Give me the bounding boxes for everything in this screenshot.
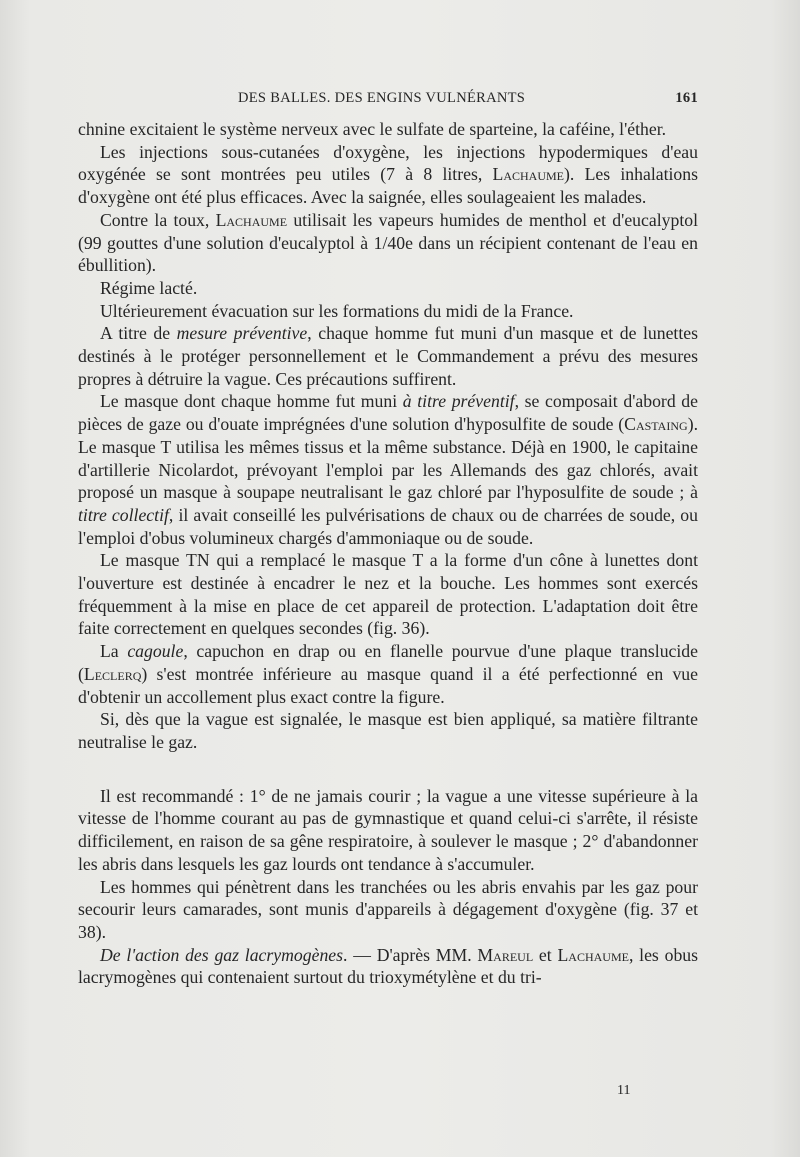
paragraph bbox=[78, 209, 698, 277]
paragraph bbox=[78, 118, 698, 141]
text-run: , les obus lacrymogènes qui contenaient surtout du trioxymétylène et du tri- bbox=[78, 944, 699, 988]
text-run: Le masque TN qui a remplacé le masque T a la forme d'un cône à lunettes dont l'ouverture est destinée à encadrer le nez et la bouche. Les hommes sont exercés fréquemment à la mise en place de cet appareil de protection. L'adaptation doit être faite correctement en quelques secondes (fig. 36). bbox=[78, 550, 698, 639]
text-run: Ultérieurement évacuation sur les formations du midi de la France. bbox=[100, 300, 574, 321]
italic-text: titre collectif bbox=[78, 504, 169, 525]
italic-text: à titre préventif bbox=[402, 391, 515, 412]
text-run: . — D'après MM. bbox=[343, 944, 478, 965]
paragraph bbox=[78, 277, 698, 300]
text-run: Le masque dont chaque homme fut muni bbox=[100, 391, 403, 412]
text-run: Si, dès que la vague est signalée, le masque est bien appliqué, sa matière filtrante neutralise le gaz. bbox=[78, 709, 698, 752]
text-run: , il avait conseillé les pulvérisations de chaux ou de charrées de soude, ou l'emploi d'obus volumineux chargés d'ammoniaque ou de soude. bbox=[78, 504, 698, 548]
running-title: DES BALLES. DES ENGINS VULNÉRANTS bbox=[238, 90, 526, 106]
text-run: Il est recommandé : 1° de ne jamais courir ; la vague a une vitesse supérieure à la vitesse de l'homme courant au pas de gymnastique et quand celui-ci s'arrête, il résiste difficilement, en raison de sa gêne respiratoire, à soulever le masque ; 2° d'abandonner les abris dans lesquels les gaz lourds ont tendance à s'accumuler. bbox=[78, 785, 698, 874]
text-run: La bbox=[100, 641, 128, 662]
text-run: ). Les inhalations d'oxygène ont été plus efficaces. Avec la saignée, elles soulageaient les malades. bbox=[78, 164, 698, 208]
signature-mark: 11 bbox=[617, 1083, 631, 1098]
paragraph bbox=[78, 390, 698, 549]
text-run: , se composait d'abord de pièces de gaze ou d'ouate imprégnées d'une solution d'hyposulfite de soude ( bbox=[78, 391, 698, 435]
paragraph bbox=[78, 944, 698, 989]
author-name: Lachaume bbox=[492, 164, 564, 185]
text-run: et bbox=[533, 944, 558, 965]
text-run: ) s'est montrée inférieure au masque quand il a été perfectionné en vue d'obtenir un accollement plus exact contre la figure. bbox=[78, 663, 698, 707]
paragraph bbox=[78, 708, 698, 753]
author-name: Mareul bbox=[477, 944, 534, 965]
author-name: Lachaume bbox=[215, 209, 288, 230]
italic-text: De l'action des gaz lacrymogènes bbox=[100, 944, 344, 965]
text-run: ). Le masque T utilisa les mêmes tissus et la même substance. Déjà en 1900, le capitaine d'artillerie Nicolardot, prévoyant l'emploi par les Allemands des gaz chlorés, avait proposé un masque à soupape neutralisant le gaz chloré par l'hyposulfite de soude ; à bbox=[78, 414, 698, 503]
paragraph bbox=[78, 300, 698, 323]
page-number: 161 bbox=[675, 90, 698, 106]
author-name: Castaing bbox=[624, 414, 688, 435]
text-run: utilisait les vapeurs humides de menthol et d'eucalyptol (99 gouttes d'une solution d'eucalyptol à 1/40e dans un récipient contenant de l'eau en ébullition). bbox=[78, 209, 698, 276]
text-run: , capuchon en drap ou en flanelle pourvue d'une plaque translucide ( bbox=[78, 641, 699, 684]
body-text bbox=[78, 118, 698, 989]
text-run: chnine excitaient le système nerveux avec le sulfate de sparteine, la caféine, l'éther. bbox=[78, 119, 667, 139]
text-run: A titre de bbox=[100, 323, 177, 344]
italic-text: cagoule bbox=[127, 641, 184, 662]
text-run: , chaque homme fut muni d'un masque et de lunettes destinés à le protéger personnellement et le Commandement a prévu des mesures propres à détruire la vague. Ces précautions suffirent. bbox=[78, 323, 698, 389]
text-run: Contre la toux, bbox=[100, 209, 216, 230]
text-run: Les injections sous-cutanées d'oxygène, les injections hypodermiques d'eau oxygénée se sont montrées peu utiles (7 à 8 litres, bbox=[78, 141, 698, 185]
paragraph bbox=[78, 549, 698, 640]
author-name: Lachaume bbox=[557, 944, 629, 965]
author-name: Leclerq bbox=[83, 663, 142, 684]
text-run: Régime lacté. bbox=[100, 277, 198, 298]
paragraph bbox=[78, 876, 698, 944]
text-run: Les hommes qui pénètrent dans les tranchées ou les abris envahis par les gaz pour secourir leurs camarades, sont munis d'appareils à dégagement d'oxygène (fig. 37 et 38). bbox=[78, 876, 698, 942]
paragraph bbox=[78, 785, 698, 876]
paragraph bbox=[78, 322, 698, 390]
running-header bbox=[78, 90, 698, 110]
paragraph bbox=[78, 640, 698, 708]
italic-text: mesure préventive bbox=[176, 323, 308, 344]
paragraph bbox=[78, 141, 698, 209]
